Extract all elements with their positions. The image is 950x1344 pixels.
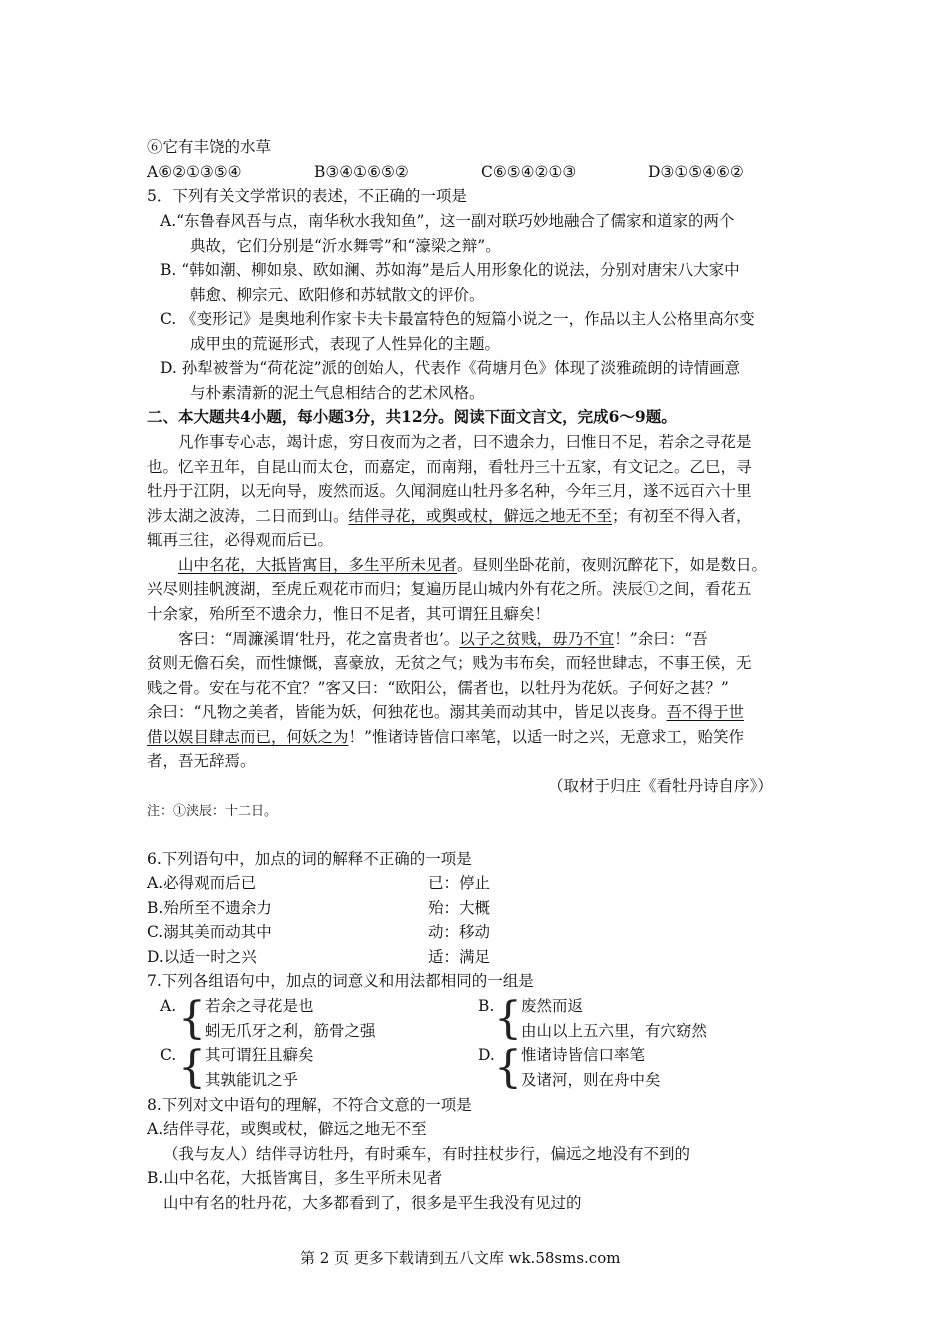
- passage-text: 涉太湖之波涛，二日而到山。: [147, 507, 349, 525]
- passage-text: 。昼则坐卧花前，夜则沉醉花下，如是数日。: [457, 556, 768, 574]
- q6-option-b: B.殆所至不遗余力: [147, 899, 272, 917]
- brace-icon: {: [494, 1042, 522, 1093]
- answer-choice-c: C⑥⑤④②①③: [481, 163, 577, 181]
- q8-option-b: B.山中名花，大抵皆寓目，多生平所未见者: [147, 1169, 443, 1187]
- passage-p3-line1: [178, 628, 708, 650]
- q7-option-b-line1: 废然而返: [521, 997, 584, 1015]
- q7-option-b-line2: 由山以上五六里，有穴窈然: [521, 1022, 708, 1040]
- q7-option-d-label: D.: [478, 1046, 495, 1064]
- q7-option-d-line2: 及诸河，则在舟中矣: [521, 1071, 661, 1089]
- q6-option-a-gloss: 已：停止: [428, 874, 491, 892]
- q6-option-d-gloss: 适：满足: [428, 948, 491, 966]
- q5-option-b-line2: 韩愈、柳宗元、欧阳修和苏轼散文的评价。: [190, 286, 485, 304]
- passage-text: ；有初至不得入者，: [612, 507, 752, 525]
- q5-option-a-line1: A.“东鲁春风吾与点，南华秋水我知鱼”，这一副对联巧妙地融合了儒家和道家的两个: [160, 212, 735, 230]
- q6-option-d: D.以适一时之兴: [147, 948, 257, 966]
- q5-option-c-line2: 成甲虫的荒诞形式，表现了人性异化的主题。: [190, 335, 501, 353]
- q8-option-a: A.结伴寻花，或舆或杖，僻远之地无不至: [147, 1120, 427, 1138]
- q7-option-c-line2: 其孰能讥之乎: [205, 1071, 299, 1089]
- passage-p1-line3: 牡丹于江阴，以无向导，废然而返。久闻洞庭山牡丹多名种，今年三月，遂不远百六十里: [147, 482, 752, 500]
- passage-p3-line2: 贫则无儋石矣，而性慷慨，喜豪放，无贫之气；贱为韦布矣，而轻世肆志，不事王侯，无: [147, 654, 752, 672]
- passage-text: ！”余曰：“吾: [614, 630, 708, 648]
- q5-option-b-line1: B. “韩如潮、柳如泉、欧如澜、苏如海”是后人用形象化的说法，分别对唐宋八大家中: [160, 261, 740, 279]
- passage-p1-line4: [147, 505, 752, 527]
- q5-option-c-line1: C. 《变形记》是奥地利作家卡夫卡最富特色的短篇小说之一，作品以主人公格里高尔变: [160, 310, 755, 328]
- q6-option-c-gloss: 动：移动: [428, 923, 491, 941]
- passage-source: （取材于归庄《看牡丹诗自序》）: [548, 777, 773, 795]
- passage-p2-line2: 兴尽则挂帆渡湖，至虎丘观花市而归；复遍历昆山城内外有花之所。浃辰①之间，看花五: [147, 580, 752, 598]
- passage-text: ！”惟诸诗皆信口率笔，以适一时之兴，无意求工，贻笑作: [348, 728, 744, 746]
- underlined-sentence: 以子之贫贱，毋乃不宜: [459, 630, 615, 648]
- answer-choice-a: A⑥②①③⑤④: [147, 163, 242, 181]
- brace-icon: {: [178, 1042, 206, 1093]
- underlined-sentence: 借以娱目肆志而已，何妖之为: [147, 728, 349, 746]
- passage-p1-line2: 也。忆辛丑年，自昆山而太仓，而嘉定，而南翔，看牡丹三十五家，有文记之。乙巳，寻: [147, 458, 752, 476]
- passage-p3-line5: [147, 726, 744, 748]
- q6-option-b-gloss: 殆：大概: [428, 899, 491, 917]
- q7-option-a-line2: 蚓无爪牙之利，筋骨之强: [205, 1022, 376, 1040]
- q5-option-a-line2: 典故，它们分别是“沂水舞雩”和“濠梁之辩”。: [190, 237, 501, 255]
- q7-option-c-label: C.: [160, 1046, 177, 1064]
- section-2-heading: 二、本大题共4小题，每小题3分，共12分。阅读下面文言文，完成6～9题。: [147, 407, 677, 426]
- q7-option-c-line1: 其可谓狂且癖矣: [205, 1046, 314, 1064]
- q7-option-b-label: B.: [478, 997, 495, 1015]
- brace-icon: {: [178, 993, 206, 1044]
- question-6: 6.下列语句中，加点的词的解释不正确的一项是: [147, 850, 472, 868]
- q7-option-a-line1: 若余之寻花是也: [205, 997, 314, 1015]
- passage-text: 余曰：“凡物之美者，皆能为妖，何独花也。溺其美而动其中，皆足以丧身。: [147, 703, 667, 721]
- passage-p3-line6: 者，吾无辞焉。: [147, 752, 256, 770]
- passage-p3-line4: [147, 701, 744, 723]
- q5-option-d-line1: D. 孙犁被誉为“荷花淀”派的创始人，代表作《荷塘月色》体现了淡雅疏朗的诗情画意: [160, 359, 741, 377]
- question-8: 8.下列对文中语句的理解，不符合文意的一项是: [147, 1096, 472, 1114]
- footnote: 注：①浃辰：十二日。: [147, 804, 278, 819]
- underlined-sentence: 吾不得于世: [666, 703, 744, 721]
- q7-option-a-label: A.: [160, 997, 177, 1015]
- q8-option-b-translation: 山中有名的牡丹花，大多都看到了，很多是平生我没有见过的: [163, 1194, 582, 1212]
- q6-option-c: C.溺其美而动其中: [147, 923, 272, 941]
- q7-option-d-line1: 惟诸诗皆信口率笔: [521, 1046, 646, 1064]
- question-5: 5．下列有关文学常识的表述，不正确的一项是: [147, 187, 467, 205]
- underlined-sentence: 结伴寻花，或舆或杖，僻远之地无不至: [348, 507, 613, 525]
- question-7: 7.下列各组语句中，加点的词意义和用法都相同的一组是: [147, 972, 534, 990]
- answer-choice-b: B③④①⑥⑤②: [314, 163, 409, 181]
- option-item-6: ⑥它有丰饶的水草: [147, 138, 272, 156]
- underlined-sentence: 山中名花，大抵皆寓目，多生平所未见者: [178, 556, 458, 574]
- q6-option-a: A.必得观而后已: [147, 874, 257, 892]
- q5-option-d-line2: 与朴素清新的泥土气息相结合的艺术风格。: [190, 384, 485, 402]
- q8-option-a-translation: （我与友人）结伴寻访牡丹，有时乘车，有时拄杖步行，偏远之地没有不到的: [163, 1145, 691, 1163]
- answer-choice-d: D③①⑤④⑥②: [648, 163, 744, 181]
- brace-icon: {: [494, 993, 522, 1044]
- passage-p2-line3: 十余家，殆所至不遗余力，惟日不足者，其可谓狂且癖矣！: [147, 605, 551, 623]
- passage-p1-line5: 辄再三往，必得观而后已。: [147, 531, 334, 549]
- page-footer: 第 2 页 更多下载请到五八文库 wk.58sms.com: [300, 1249, 621, 1267]
- passage-p2-line1: [178, 554, 767, 576]
- passage-p1-line1: 凡作事专心志，竭计虑，穷日夜而为之者，曰不遗余力，曰惟日不足，若余之寻花是: [178, 433, 752, 451]
- passage-text: 客曰：“周濂溪谓‘牡丹，花之富贵者也’。: [178, 630, 460, 648]
- passage-p3-line3: 贱之骨。安在与花不宜？”客又曰：“欧阳公，儒者也，以牡丹为花妖。子何好之甚？”: [147, 679, 729, 697]
